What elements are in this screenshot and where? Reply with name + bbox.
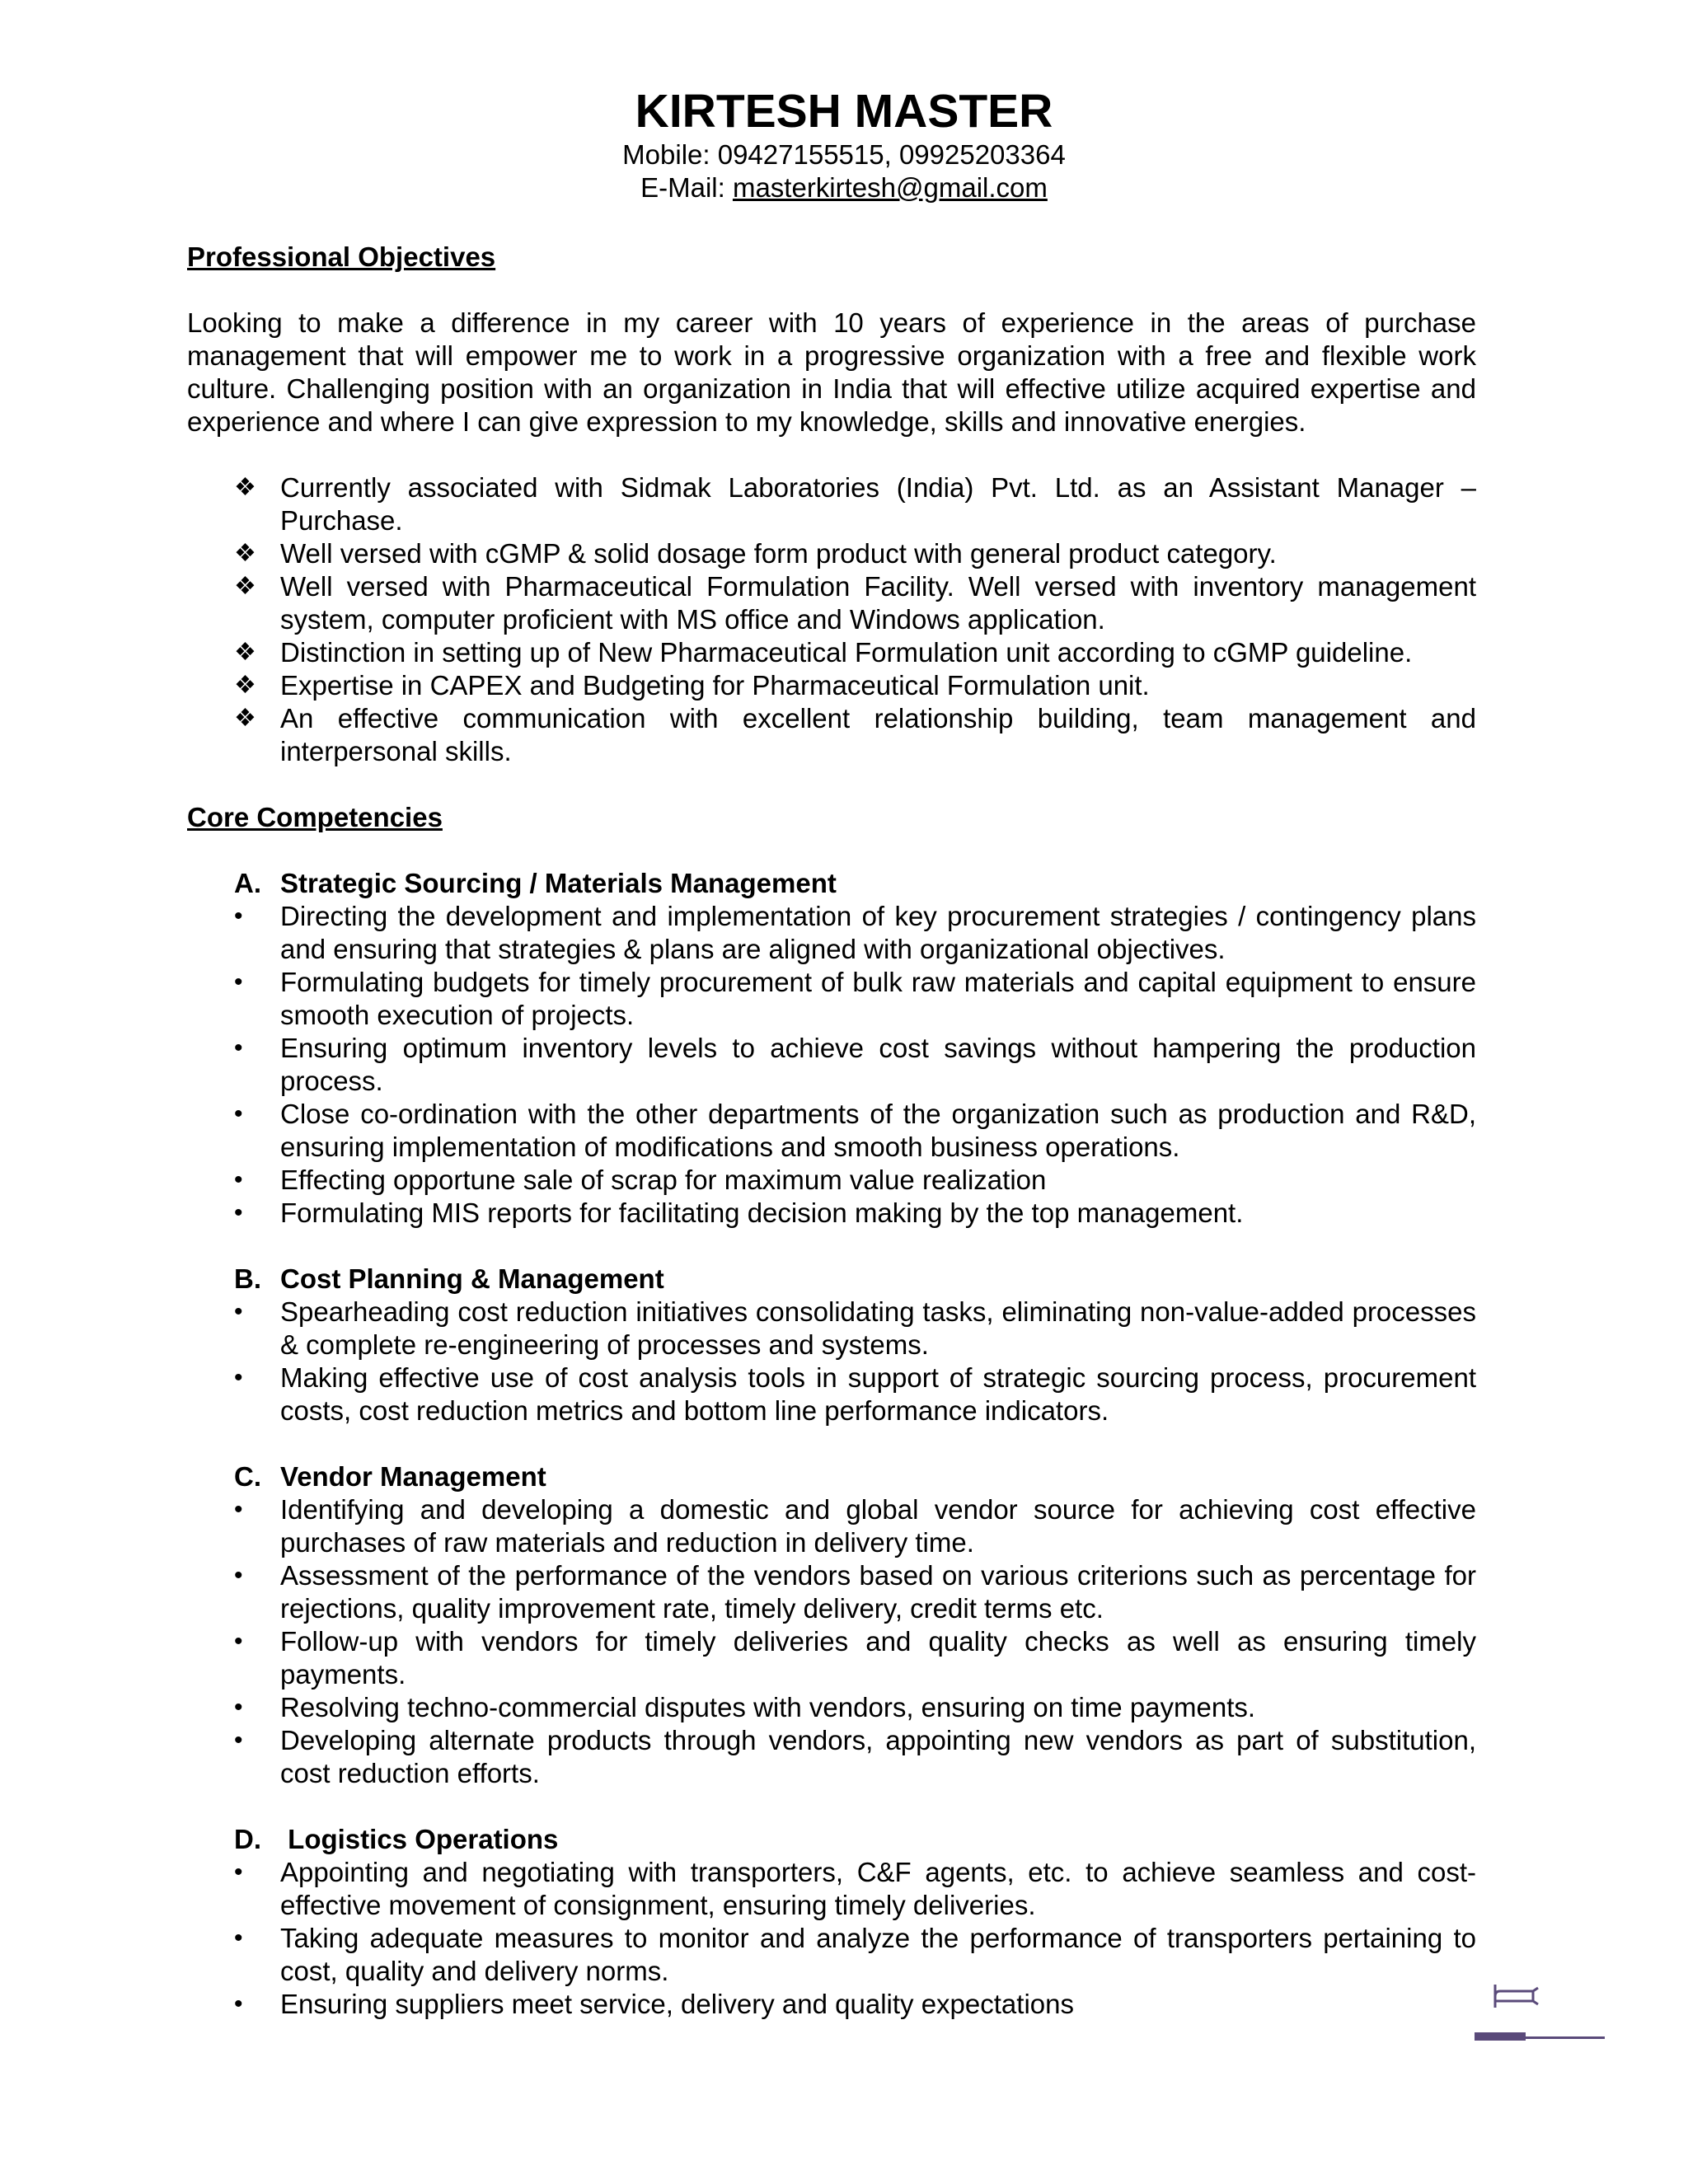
competency-bullet-item bbox=[187, 1164, 1476, 1197]
objective-bullet-text: Currently associated with Sidmak Laboratories (India) Pvt. Ltd. as an Assistant Manager – Purchase. bbox=[280, 472, 1476, 536]
competency-letter: D. bbox=[234, 1824, 261, 1854]
competency-subheading bbox=[187, 1460, 1476, 1493]
objective-bullet-item bbox=[187, 702, 1476, 768]
mobile-line: Mobile: 09427155515, 09925203364 bbox=[622, 139, 1066, 170]
objective-bullet-item bbox=[187, 537, 1476, 570]
competency-bullet-item bbox=[187, 1922, 1476, 1988]
competency-bullet-text: Formulating MIS reports for facilitating decision making by the top management. bbox=[280, 1197, 1244, 1228]
competency-bullet-text: Developing alternate products through vendors, appointing new vendors as part of substitution, cost reduction efforts. bbox=[280, 1725, 1476, 1788]
bullet-dot-icon: • bbox=[234, 902, 243, 930]
footer-accent-bar bbox=[1475, 2032, 1526, 2041]
competency-bullet-text: Directing the development and implementation of key procurement strategies / contingency plans and ensuring that strategies & plans are aligned with organizational objectives. bbox=[280, 901, 1476, 964]
objectives-bullet-list bbox=[187, 471, 1476, 768]
bullet-dot-icon: • bbox=[234, 1990, 243, 2018]
objective-bullet-text: Expertise in CAPEX and Budgeting for Pharmaceutical Formulation unit. bbox=[280, 670, 1150, 701]
competency-letter: B. bbox=[234, 1263, 261, 1294]
competency-bullet-item bbox=[187, 966, 1476, 1032]
competency-bullet-item bbox=[187, 1691, 1476, 1724]
bullet-dot-icon: • bbox=[234, 1034, 243, 1062]
diamond-bullet-icon: ❖ bbox=[234, 639, 256, 666]
bullet-dot-icon: • bbox=[234, 1298, 243, 1325]
bullet-dot-icon: • bbox=[234, 1166, 243, 1193]
diamond-bullet-icon: ❖ bbox=[234, 540, 256, 567]
diamond-bullet-icon: ❖ bbox=[234, 672, 256, 699]
email-link[interactable]: masterkirtesh@gmail.com bbox=[732, 172, 1048, 203]
core-competencies-heading: Core Competencies bbox=[187, 802, 443, 832]
competency-title: Logistics Operations bbox=[280, 1824, 559, 1854]
competency-letter: A. bbox=[234, 868, 261, 898]
diamond-bullet-icon: ❖ bbox=[234, 573, 256, 600]
competency-bullet-item bbox=[187, 1856, 1476, 1922]
diamond-bullet-icon: ❖ bbox=[234, 474, 256, 501]
competency-bullet-text: Close co-ordination with the other departments of the organization such as production and R&D, ensuring implementation of modifications and smooth business operations. bbox=[280, 1099, 1476, 1162]
competency-bullet-text: Assessment of the performance of the vendors based on various criterions such as percentage for rejections, quality improvement rate, timely delivery, credit terms etc. bbox=[280, 1560, 1476, 1624]
competency-subheading bbox=[187, 1823, 1476, 1856]
competency-bullet-text: Ensuring suppliers meet service, delivery and quality expectations bbox=[280, 1989, 1074, 2019]
competency-bullet-text: Spearheading cost reduction initiatives consolidating tasks, eliminating non-value-added processes & complete re-engineering of processes and systems. bbox=[280, 1296, 1476, 1360]
objectives-heading: Professional Objectives bbox=[187, 241, 496, 272]
bullet-dot-icon: • bbox=[234, 1924, 243, 1952]
competency-bullet-item bbox=[187, 1724, 1476, 1790]
bullet-dot-icon: • bbox=[234, 1364, 243, 1391]
objective-bullet-text: Well versed with Pharmaceutical Formulation Facility. Well versed with inventory management system, computer proficient with MS office and Windows application. bbox=[280, 571, 1476, 635]
email-line bbox=[0, 171, 1688, 204]
bullet-dot-icon: • bbox=[234, 1100, 243, 1127]
competency-bullet-text: Ensuring optimum inventory levels to achieve cost savings without hampering the production process. bbox=[280, 1033, 1476, 1096]
bullet-dot-icon: • bbox=[234, 968, 243, 996]
objective-bullet-item bbox=[187, 570, 1476, 636]
bullet-dot-icon: • bbox=[234, 1694, 243, 1721]
competency-bullet-text: Effecting opportune sale of scrap for maximum value realization bbox=[280, 1165, 1047, 1195]
objective-bullet-text: Well versed with cGMP & solid dosage form product with general product category. bbox=[280, 538, 1277, 569]
competency-bullet-item bbox=[187, 1032, 1476, 1098]
competency-bullet-text: Resolving techno-commercial disputes with vendors, ensuring on time payments. bbox=[280, 1692, 1256, 1722]
competency-bullet-text: Formulating budgets for timely procurement of bulk raw materials and capital equipment to ensure smooth execution of projects. bbox=[280, 967, 1476, 1030]
competency-bullet-item bbox=[187, 1559, 1476, 1625]
resume-header bbox=[0, 84, 1688, 204]
competency-bullet-text: Identifying and developing a domestic and global vendor source for achieving cost effective purchases of raw materials and reduction in delivery time. bbox=[280, 1494, 1476, 1558]
competency-bullet-text: Follow-up with vendors for timely deliveries and quality checks as well as ensuring timely payments. bbox=[280, 1626, 1476, 1690]
objective-bullet-item bbox=[187, 471, 1476, 537]
competency-title: Strategic Sourcing / Materials Management bbox=[280, 868, 837, 898]
competency-bullet-item bbox=[187, 1361, 1476, 1427]
competency-bullet-text: Taking adequate measures to monitor and analyze the performance of transporters pertaining to cost, quality and delivery norms. bbox=[280, 1923, 1476, 1986]
competency-title: Cost Planning & Management bbox=[280, 1263, 664, 1294]
competency-bullet-item bbox=[187, 1988, 1476, 2021]
objective-bullet-item bbox=[187, 669, 1476, 702]
competency-subheading bbox=[187, 867, 1476, 900]
bullet-dot-icon: • bbox=[234, 1727, 243, 1754]
competency-bullet-item bbox=[187, 900, 1476, 966]
bullet-dot-icon: • bbox=[234, 1199, 243, 1226]
email-label: E-Mail: bbox=[640, 172, 733, 203]
competency-subheading bbox=[187, 1263, 1476, 1296]
candidate-name: KIRTESH MASTER bbox=[635, 85, 1053, 138]
core-competencies-list bbox=[187, 867, 1476, 2021]
competency-bullet-item bbox=[187, 1493, 1476, 1559]
competency-bullet-text: Appointing and negotiating with transporters, C&F agents, etc. to achieve seamless and cost-effective movement of consignment, ensuring timely deliveries. bbox=[280, 1857, 1476, 1920]
competency-bullet-item bbox=[187, 1098, 1476, 1164]
competency-bullet-item bbox=[187, 1296, 1476, 1361]
bullet-dot-icon: • bbox=[234, 1496, 243, 1523]
diamond-bullet-icon: ❖ bbox=[234, 705, 256, 732]
objective-bullet-text: An effective communication with excellent relationship building, team management and interpersonal skills. bbox=[280, 703, 1476, 766]
competency-bullet-item bbox=[187, 1197, 1476, 1230]
footer-accent-line bbox=[1526, 2036, 1605, 2039]
objectives-paragraph: Looking to make a difference in my career with 10 years of experience in the areas of purchase management that will empower me to work in a progressive organization with a free and flexible work culture. Challenging position with an organization in India that will effective utilize acquired expertise and experience and where I can give expression to my knowledge, skills and innovative energies. bbox=[187, 307, 1476, 437]
bullet-dot-icon: • bbox=[234, 1562, 243, 1589]
resume-body bbox=[187, 241, 1476, 2021]
page-corner-icon bbox=[1492, 1980, 1541, 2013]
objective-bullet-item bbox=[187, 636, 1476, 669]
competency-letter: C. bbox=[234, 1461, 261, 1492]
bullet-dot-icon: • bbox=[234, 1858, 243, 1886]
objective-bullet-text: Distinction in setting up of New Pharmaceutical Formulation unit according to cGMP guideline. bbox=[280, 637, 1413, 668]
competency-bullet-text: Making effective use of cost analysis tools in support of strategic sourcing process, procurement costs, cost reduction metrics and bottom line performance indicators. bbox=[280, 1362, 1476, 1426]
competency-title: Vendor Management bbox=[280, 1461, 546, 1492]
bullet-dot-icon: • bbox=[234, 1628, 243, 1655]
competency-bullet-item bbox=[187, 1625, 1476, 1691]
